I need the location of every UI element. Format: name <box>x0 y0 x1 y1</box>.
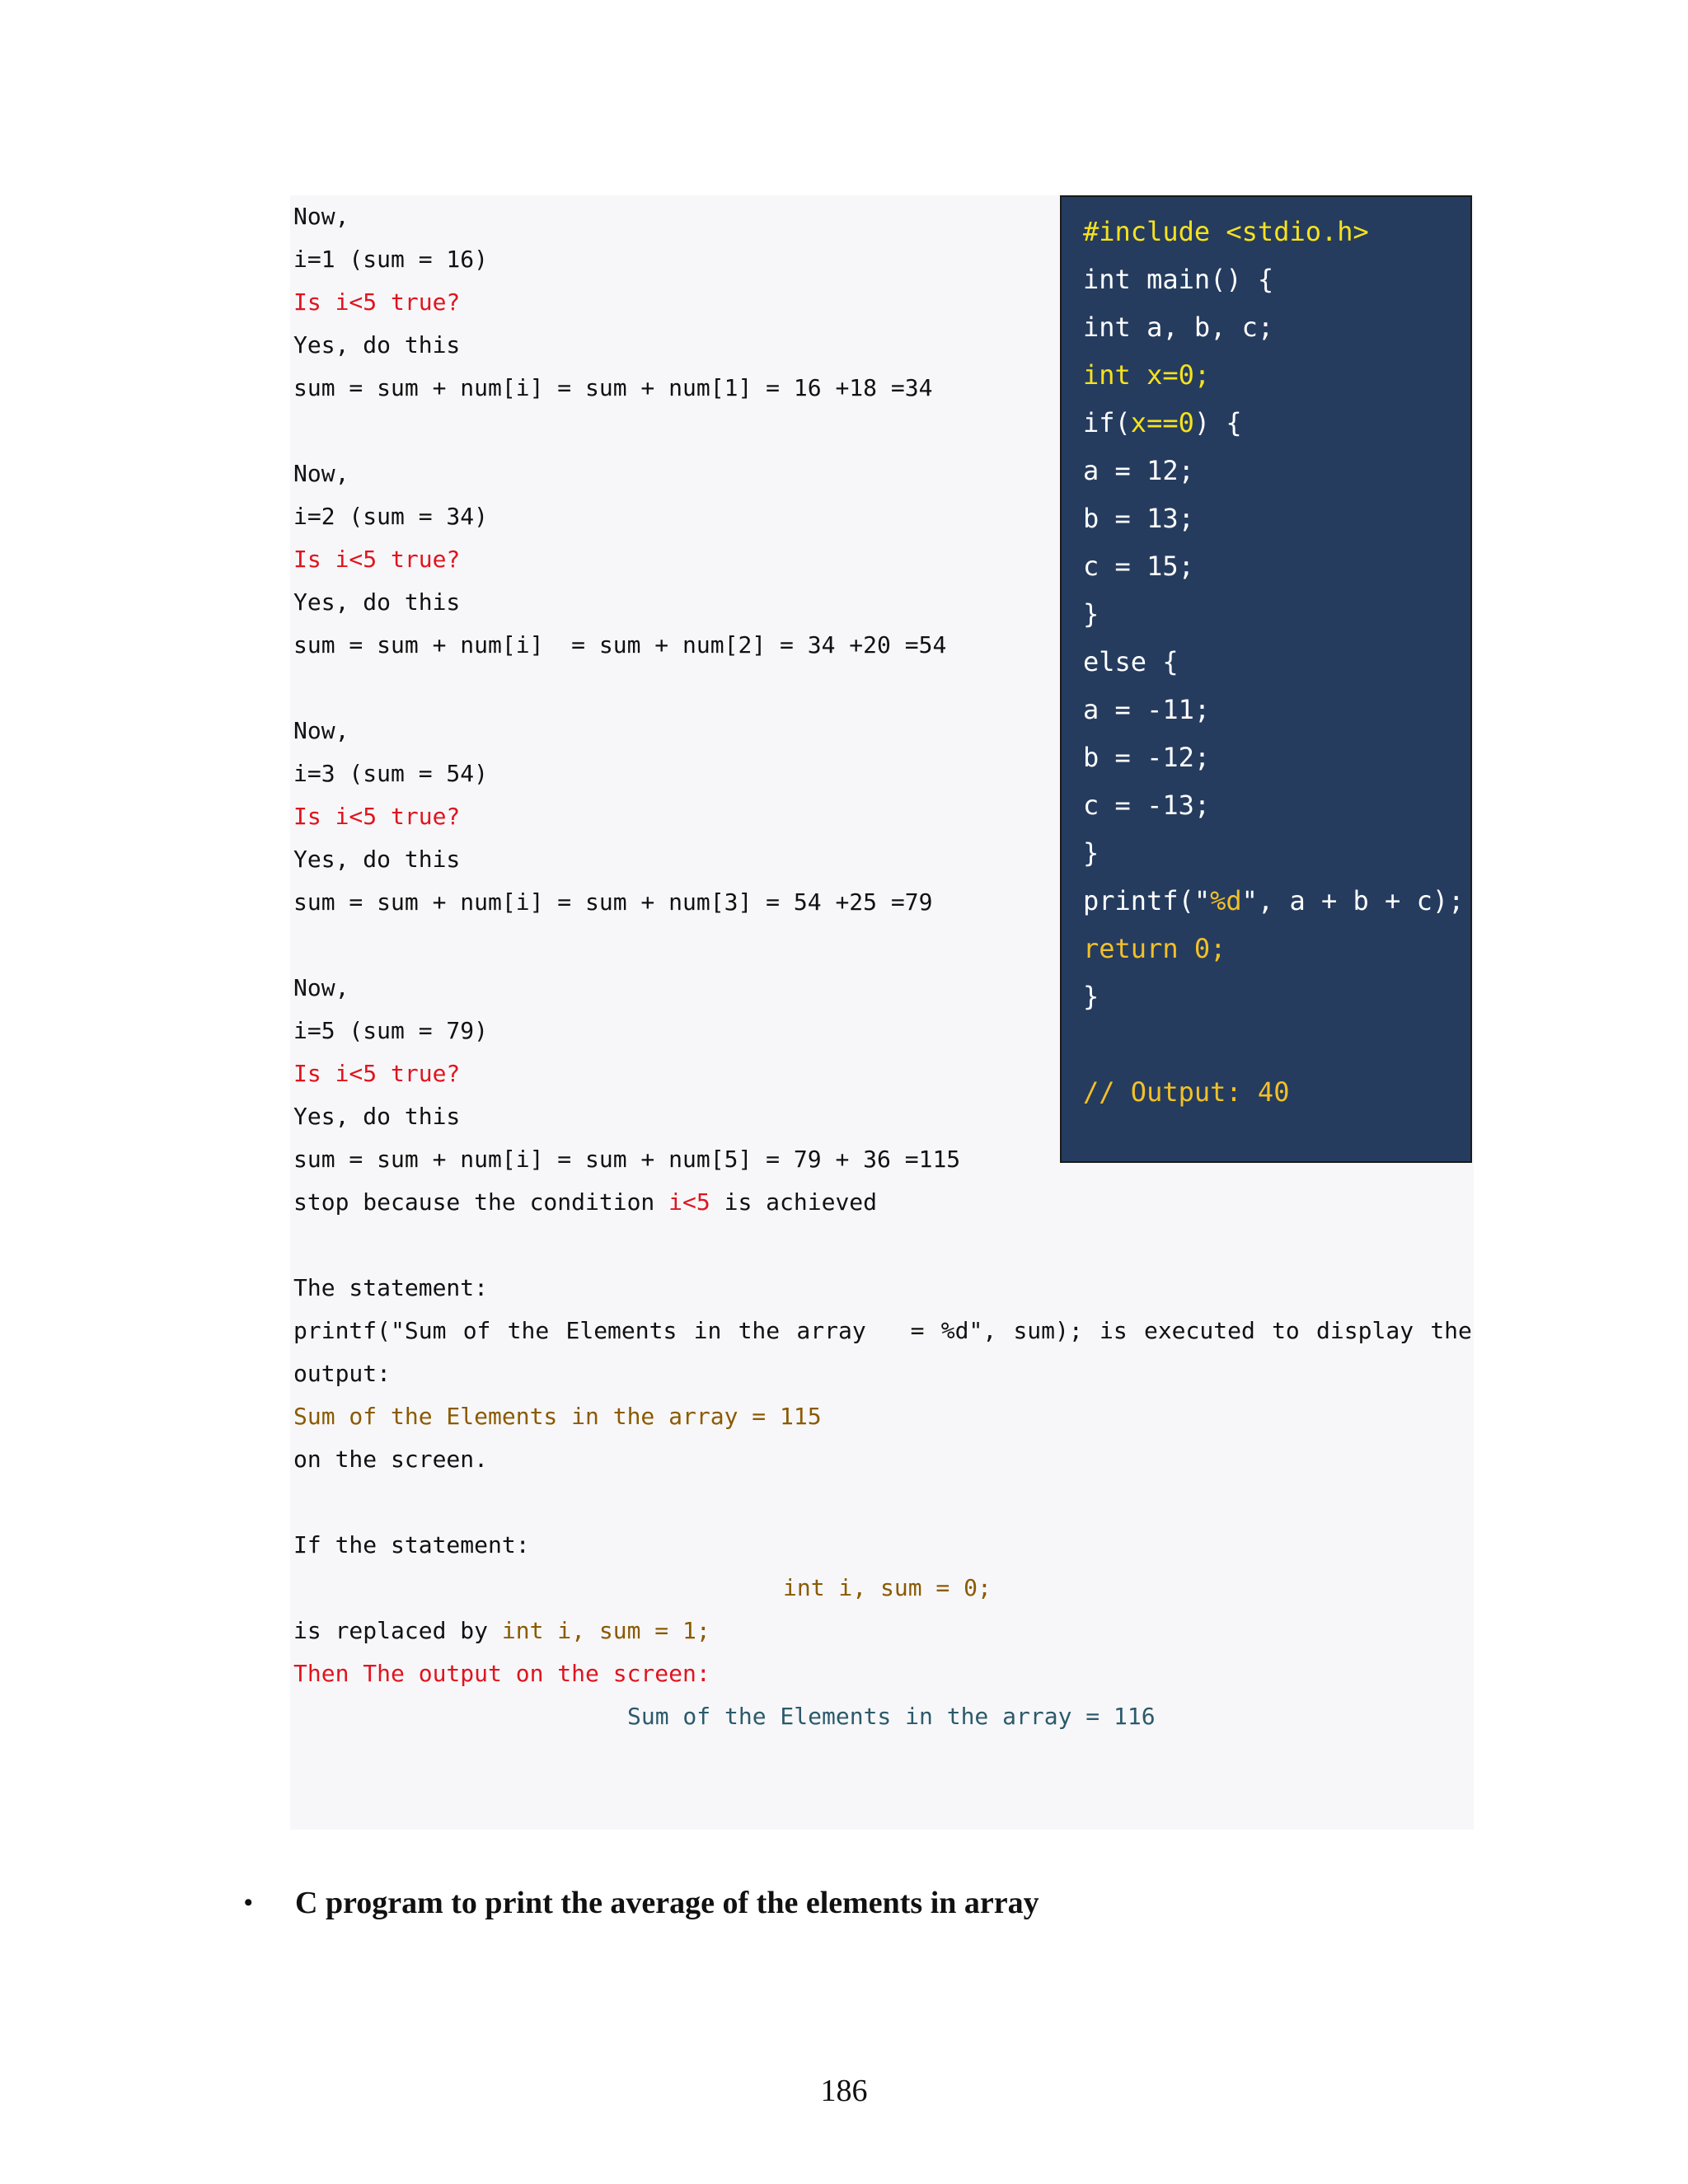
statement-output: Sum of the Elements in the array = 115 <box>293 1403 822 1430</box>
step-question: Is i<5 true? <box>293 546 461 573</box>
code-line: b = -12; <box>1083 742 1211 773</box>
code-line: } <box>1083 981 1100 1012</box>
step-calc: sum = sum + num[i] = sum + num[1] = 16 +18 =34 <box>293 374 933 401</box>
step-calc: sum = sum + num[i] = sum + num[3] = 54 +25 =79 <box>293 888 933 916</box>
code-line: c = -13; <box>1083 790 1211 821</box>
bullet-icon: • <box>244 1889 253 1916</box>
replacement-original-code: int i, sum = 0; <box>783 1574 992 1601</box>
code-line: int main() { <box>1083 264 1274 295</box>
section-heading-text: C program to print the average of the elements in array <box>295 1886 1039 1920</box>
code-panel <box>1060 195 1472 1163</box>
step-question: Is i<5 true? <box>293 1060 461 1087</box>
code-line: #include <stdio.h> <box>1083 216 1369 247</box>
step-state: i=3 (sum = 54) <box>293 760 489 787</box>
code-line: else { <box>1083 646 1179 677</box>
step-question: Is i<5 true? <box>293 803 461 830</box>
section-heading <box>244 1885 1039 1921</box>
step-now: Now, <box>293 974 349 1001</box>
code-line: b = 13; <box>1083 503 1194 534</box>
statement-label: The statement: <box>293 1274 489 1301</box>
code-comment: // Output: 40 <box>1083 1076 1290 1108</box>
code-line: int a, b, c; <box>1083 312 1274 343</box>
code-line: if(x==0) { <box>1083 407 1242 438</box>
code-line: a = 12; <box>1083 455 1194 486</box>
statement-continuation: output: <box>293 1360 392 1387</box>
stop-condition: i<5 <box>668 1188 710 1216</box>
step-question: Is i<5 true? <box>293 288 461 316</box>
replacement-then: Then The output on the screen: <box>293 1660 710 1687</box>
replacement-output: Sum of the Elements in the array = 116 <box>627 1703 1156 1730</box>
step-answer: Yes, do this <box>293 846 461 873</box>
step-answer: Yes, do this <box>293 588 461 616</box>
code-line: c = 15; <box>1083 551 1194 582</box>
replacement-line: is replaced by int i, sum = 1; <box>293 1617 710 1644</box>
replacement-code: int i, sum = 1; <box>501 1617 710 1644</box>
step-now: Now, <box>293 717 349 744</box>
code-line: a = -11; <box>1083 694 1211 725</box>
step-state: i=2 (sum = 34) <box>293 503 489 530</box>
statement-printf-line: printf("Sum of the Elements in the array = %d", sum); is executed to display the <box>293 1317 1472 1344</box>
step-calc: sum = sum + num[i] = sum + num[2] = 34 +20 =54 <box>293 631 947 658</box>
step-state: i=5 (sum = 79) <box>293 1017 489 1044</box>
statement-tail: on the screen. <box>293 1446 489 1473</box>
page-number: 186 <box>820 2074 868 2108</box>
step-answer: Yes, do this <box>293 1103 461 1130</box>
code-line: int x=0; <box>1083 359 1211 391</box>
replacement-label: If the statement: <box>293 1531 530 1558</box>
step-calc: sum = sum + num[i] = sum + num[5] = 79 + 36 =115 <box>293 1146 961 1173</box>
code-line: } <box>1083 598 1100 630</box>
code-line: } <box>1083 837 1100 869</box>
step-answer: Yes, do this <box>293 331 461 359</box>
code-line: printf("%d", a + b + c); <box>1083 885 1465 916</box>
code-line: return 0; <box>1083 933 1226 964</box>
step-now: Now, <box>293 203 349 230</box>
stop-line: stop because the condition i<5 is achieved <box>293 1188 878 1216</box>
step-state: i=1 (sum = 16) <box>293 246 489 273</box>
step-now: Now, <box>293 460 349 487</box>
